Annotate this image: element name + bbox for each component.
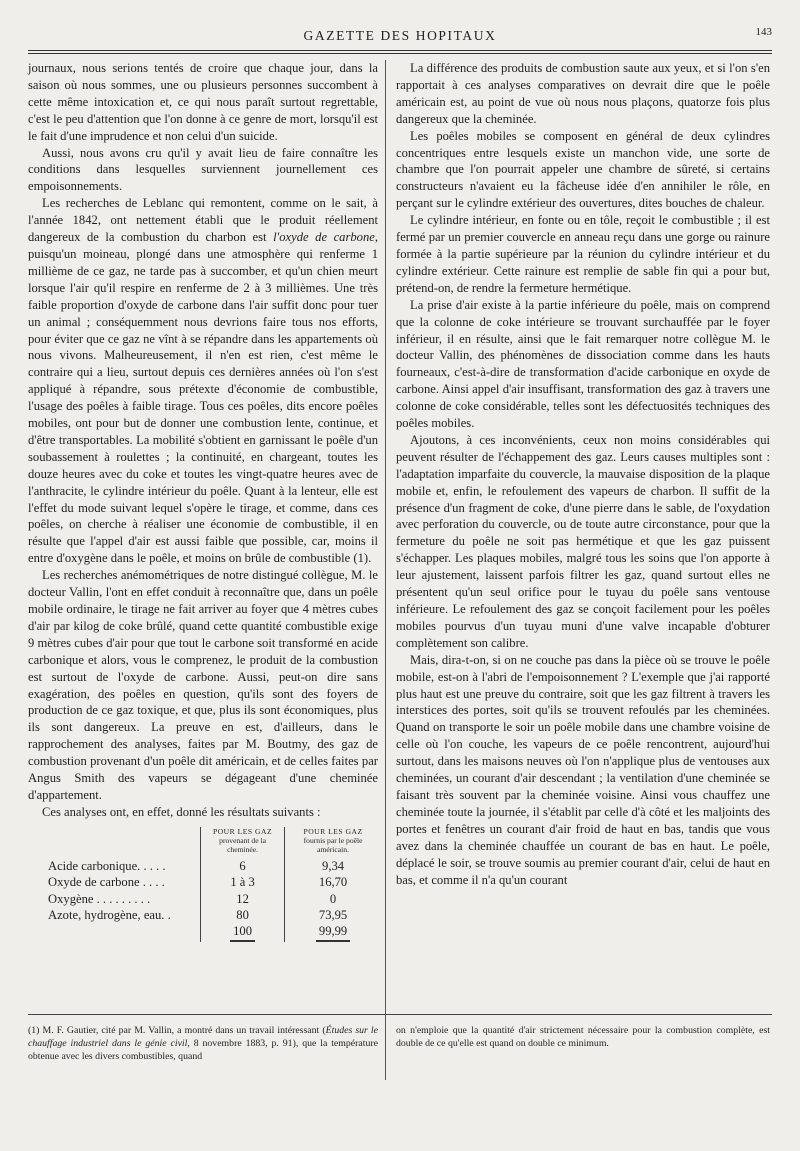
total-value: 99,99 [316, 923, 350, 941]
table-row [46, 907, 381, 923]
paragraph [28, 195, 378, 567]
paragraph: Mais, dira-t-on, si on ne couche pas dans la pièce où se trouve le poêle mobile, est-on à l'abri de l'empoisonnement ? L'exemple que j'ai rapporté plus haut est une preuve du contraire, soit que les gaz filtrent à travers les interstices des portes, soit qu'ils se trouvent refoulés par les cheminées. Quand on transporte le soir un poêle mobile dans une chambre voisine de celle où l'on couche, les vapeurs de ce poêle rencontrent, aujourd'hui surtout, dans les maisons neuves où l'on n'applique plus de ventouses aux cheminées, un courant d'air descendant ; la ventilation d'une cheminée se faisant très souvent par la cheminée voisine. Ainsi vous chauffez une cheminée toute la journée, il s'établit par celle d'à côté et les maljoints des portes et fenêtres un courant d'air froid de haut en bas, tandis que vous avez dans la cheminée chauffée un courant de bas en haut. Le poêle, déplacé le soir, se trouve soumis au premier courant d'air, celui de haut en bas, et comme il n'a qu'un courant [396, 652, 770, 887]
italic-citation: Études sur le chauffage industriel dans le génie civil [28, 1025, 379, 1049]
text-run: Les recherches de Leblanc qui remontent, comme on le sait, à l'année 1842, ont nettement établi que le produit réellement dangereux de la combustion du charbon est [28, 196, 378, 245]
paragraph: Ces analyses ont, en effet, donné les résultats suivants : [42, 804, 321, 819]
header-rest: fournis par le poêle américain. [303, 835, 363, 854]
stove-value: 0 [285, 891, 381, 907]
paragraph: Les poêles mobiles se composent en général de deux cylindres concentriques entre lesquels existe un manchon vide, une sorte de chambre que l'on pourrait appeler une chambre de sûreté, si certains constructeurs n'avaient eu la fâcheuse idée d'en annihiler le rôle, en perçant sur le cylindre extérieur des ouvertures, dites bouches de chaleur. [396, 128, 770, 211]
stove-value: 16,70 [285, 874, 381, 890]
text-run: , 8 novembre 1883, p. 91), que la température obtenue avec les divers combustibles, quand [28, 1038, 378, 1062]
table-total-row [46, 923, 381, 941]
total-label-blank [46, 923, 201, 941]
stove-value: 73,95 [285, 907, 381, 923]
footnote-text: on n'emploie que la quantité d'air strictement nécessaire pour la combustion complète, est double de ce qu'elle est quand on double ce minimum. [396, 1025, 770, 1049]
chimney-value: 1 à 3 [201, 874, 285, 890]
paragraph: La différence des produits de combustion saute aux yeux, et si l'on s'en rapportait à ces analyses comparatives on devrait dire que le poêle américain est, au point de vue où nous nous plaçons, quatorze fois plus dangereux que la cheminée. [396, 61, 770, 126]
table-header-stove [285, 827, 381, 858]
chimney-total [201, 923, 285, 941]
paragraph: Les recherches anémométriques de notre distingué collègue, M. le docteur Vallin, l'ont en effet conduit à reconnaître que, dans un poêle mobile ordinaire, le tirage ne fait arriver au foyer que 4 mètres cubes d'air par kilog de coke brûlé, quand cette quantité combustible exige 9 mètres cubes d'air pour que tout le carbone soit transformé en acide carbonique et alors, vous le comprenez, le produit de la combustion est surtout de l'oxyde de carbone. Aussi, peut-on dire sans exagération, des poêles en question, qu'ils sont des foyers de production de ce gaz toxique, et que, plus ils sont économiques, plus ils sont dangereux. La preuve en est, d'ailleurs, dans le rapprochement des analyses, faites par M. Boutmy, des gaz de combustion provenant d'un poêle dit américain, et de celles faites par Angus Smith des vapeurs se dégageant d'une cheminée d'appartement. [28, 568, 378, 802]
paragraph: journaux, nous serions tentés de croire que chaque jour, dans la saison où nous sommes, une ou plusieurs personnes succombent à cette même intoxication et, ce qui nous paraît surtout regrettable, c'est le peu d'attention que l'on donne à ce genre de mort, lorsqu'il est le fait d'une imprudence et non celui d'un suicide. [28, 61, 378, 143]
footnote-left [28, 1024, 378, 1063]
text-run: (1) M. F. Gautier, cité par M. Vallin, a montré dans un travail intéressant ( [28, 1025, 326, 1036]
header-rest: provenant de la cheminée. [219, 835, 266, 854]
row-label: Acide carbonique. . . . . [48, 858, 166, 873]
stove-value: 9,34 [285, 858, 381, 874]
row-label: Oxyde de carbone . . . . [48, 875, 165, 890]
journal-title: GAZETTE DES HOPITAUX [303, 28, 497, 43]
chimney-value: 80 [201, 907, 285, 923]
analysis-table [46, 827, 381, 942]
left-column [28, 60, 378, 942]
text-run: , puisqu'un moineau, plongé dans une atmosphère qui renferme 1 millième de ce gaz, ne tarde pas à succomber, et qu'un chien meurt lorsque l'air qu'il respire en renferme de 2 à 3 millièmes. Une très faible proportion d'oxyde de carbone dans l'air suffit donc pour tuer un animal ; conséquemment nous devrions faire tous nos efforts, pour éviter que ce gaz ne vînt à se répandre dans les appartements où nous vivons. Malheureusement, il n'en est rien, c'est même le contraire qui a lieu, surtout depuis ces dernières années où l'on s'est appliqué à répandre, sous prétexte d'économie de combustible, l'usage des poêles à faible tirage. Tous ces poêles, dits encore poêles mobiles, ont pour but de donner une combustion lente, continue, et d'être transportables. La mobilité s'obtient en garnissant le poêle d'un soubassement à roulettes ; la continuité, en chargeant, toutes les douze heures avec du coke et toutes les vingt-quatre heures avec de l'anthracite, le cylindre intérieur du poêle. Quant à la lenteur, elle est l'effet du mode suivant lequel s'opère le tirage, et comme, dans ces poêles, on cherche à réaliser une économie de combustible, il en résulte que l'appel d'air est aussi faible que possible, car, moins il entre d'oxygène dans le poêle, et moins on brûle de combustible (1). [28, 230, 378, 566]
chimney-value: 6 [201, 858, 285, 874]
table-header-row [46, 827, 381, 858]
paragraph: Ajoutons, à ces inconvénients, ceux non moins considérables qui peuvent résulter de l'échappement des gaz. Leurs causes multiples sont : l'adaptation imparfaite du couvercle, la mauvaise disposition de la plaque mobile et, enfin, le refoulement des vapeurs de charbon. Il suffit de la présence d'un fragment de coke, d'une pierre dans le sable, de l'oxydation avec perforation du couvercle, ou de toute autre circonstance, pour que la fermeture du poêle ne soit pas hermétique et que les gaz puissent s'échapper. Les plaques mobiles, malgré tous les soins que l'on apporte à leur ajustement, laissent parfois filtrer les gaz, quand surtout elles ne présentent qu'un seul orifice pour le tuyau du poêle sans ventouse inférieure. Le refoulement des gaz se conçoit facilement pour les poêles mobiles pourvus d'un tuyau muni d'une valve incapable d'obturer complètement son calibre. [396, 432, 770, 650]
header-rule [28, 50, 772, 54]
table-header-chimney [201, 827, 285, 858]
footnote-text [28, 1024, 378, 1063]
row-label: Azote, hydrogène, eau. . [48, 908, 171, 922]
right-column [396, 60, 770, 888]
table-row [46, 891, 381, 907]
table-row [46, 858, 381, 874]
paragraph: Le cylindre intérieur, en fonte ou en tôle, reçoit le combustible ; il est fermé par un premier couvercle en anneau reçu dans une gorge ou rainure formée à la partie supérieure par la réunion du cylindre intérieur et du cylindre extérieur. Cette rainure est remplie de sable fin qui a pour but, prétend-on, de rendre la fermeture hermétique. [396, 213, 770, 295]
stove-total [285, 923, 381, 941]
footnote-right [396, 1024, 770, 1050]
paragraph: La prise d'air existe à la partie inférieure du poêle, mais on comprend que la colonne de coke intérieure se trouvant surchauffée par le foyer inférieur, il en résulte, ainsi que le fait remarquer notre collègue M. le docteur Vallin, des phénomènes de dissociation comme dans les hauts fourneaux, c'est-à-dire de transformation d'acide carbonique en oxyde de carbone. Ainsi appel d'air insuffisant, transformation des gaz à travers une colonne de coke considérable, telles sont les défectuosités techniques des poêles mobiles. [396, 297, 770, 431]
chimney-value: 12 [201, 891, 285, 907]
table-header-blank [46, 827, 201, 858]
column-divider [385, 60, 386, 1080]
running-header [28, 24, 772, 46]
header-caps: POUR LES GAZ [212, 826, 273, 836]
footnote-rule [28, 1014, 772, 1015]
table-row [46, 874, 381, 890]
italic-term: l'oxyde de carbone [273, 230, 375, 245]
header-caps: POUR LES GAZ [303, 826, 363, 836]
total-value: 100 [230, 923, 255, 941]
page-number: 143 [755, 26, 772, 38]
row-label: Oxygène . . . . . . . . . [48, 891, 151, 906]
paragraph: Aussi, nous avons cru qu'il y avait lieu de faire connaître les conditions dans lesquelles surviennent journellement ces empoisonnements. [28, 145, 378, 194]
